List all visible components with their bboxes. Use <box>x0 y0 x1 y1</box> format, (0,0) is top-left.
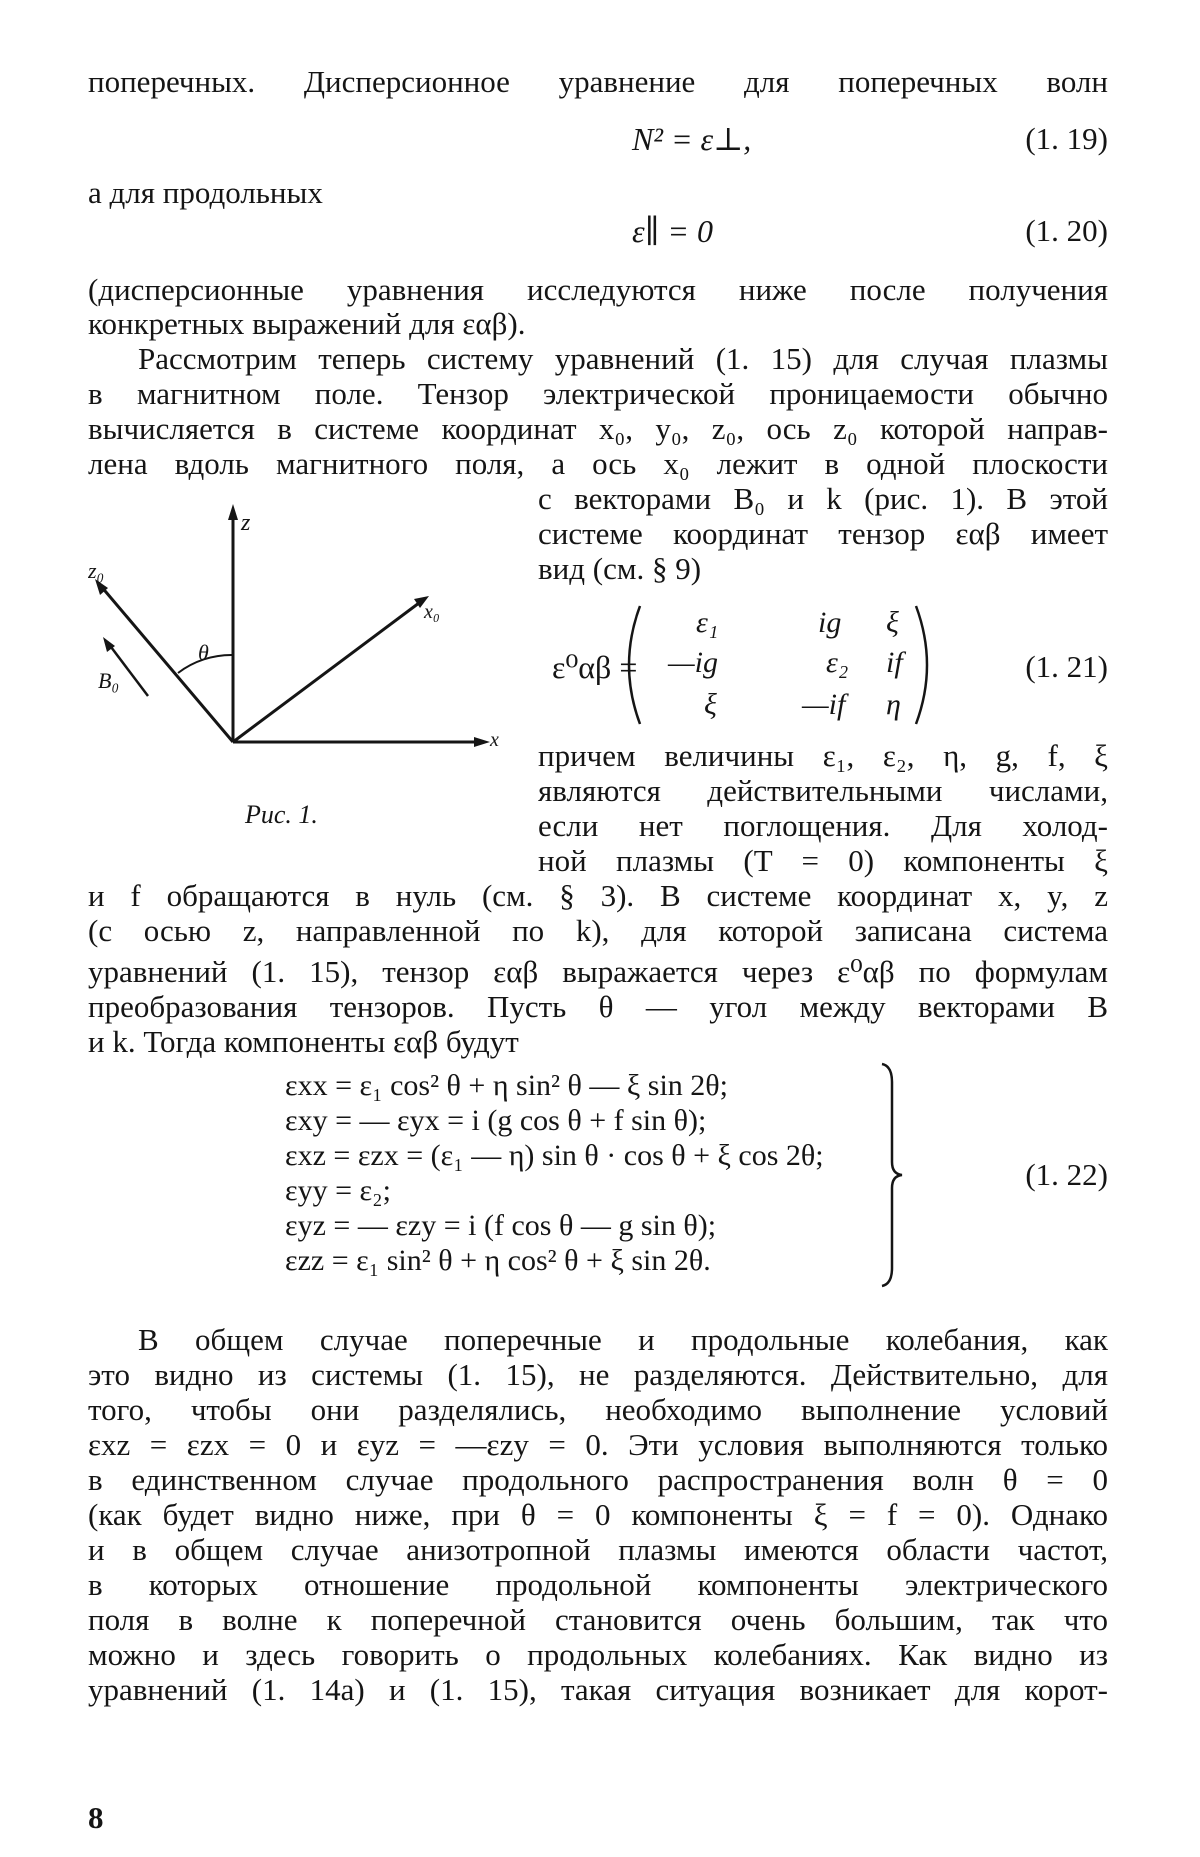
text-line: конкретных выражений для εαβ). <box>88 306 526 341</box>
page-number: 8 <box>88 1800 104 1835</box>
equation-1-19: N² = ε⊥, <box>632 121 752 157</box>
equation-number: (1. 22) <box>1025 1157 1108 1192</box>
equation-line: εxy = — εyx = i (g cos θ + f sin θ); <box>285 1104 707 1137</box>
text-line: лена вдоль магнитного поля, а ось x₀ лежит в одной плоскости <box>88 446 1108 481</box>
equation-line: εyz = — εzy = i (f cos θ — g sin θ); <box>285 1209 717 1242</box>
label-z: z <box>241 510 251 536</box>
text-line: можно и здесь говорить о продольных колебаниях. Как видно из <box>88 1637 1108 1672</box>
text-line: вычисляется в системе координат x₀, y₀, z₀, ось z₀ которой направ- <box>88 411 1108 446</box>
label-x: x <box>490 729 499 751</box>
text-line: поля в волне к поперечной становится очень большим, так что <box>88 1602 1108 1637</box>
text-line: (дисперсионные уравнения исследуются ниже после получения <box>88 272 1108 307</box>
label-b0: B₀ <box>98 668 120 693</box>
text-line: уравнений (1. 15), тензор εαβ выражается через ε⁰αβ по формулам <box>88 954 1108 989</box>
coordinate-diagram <box>88 500 528 840</box>
text-line: и k. Тогда компоненты εαβ будут <box>88 1024 519 1059</box>
x0-axis <box>233 600 423 742</box>
text-line: (как будет видно ниже, при θ = 0 компоненты ξ = f = 0). Однако <box>88 1497 1108 1532</box>
text-line: системе координат тензор εαβ имеет <box>538 516 1108 551</box>
text-line: и f обращаются в нуль (см. § 3). В системе координат x, y, z <box>88 878 1108 913</box>
text-line: В общем случае поперечные и продольные колебания, как <box>138 1322 1108 1357</box>
equation-line: εyy = ε₂; <box>285 1174 391 1207</box>
text-line: это видно из системы (1. 15), не разделяются. Действительно, для <box>88 1357 1108 1392</box>
equation-line: εxx = ε₁ cos² θ + η sin² θ — ξ sin 2θ; <box>285 1069 728 1102</box>
z-arrowhead <box>228 504 238 520</box>
equation-line: εxz = εzx = (ε₁ — η) sin θ · cos θ + ξ cos 2θ; <box>285 1139 824 1172</box>
matrix-cell: ig <box>818 606 842 639</box>
text-line: преобразования тензоров. Пусть θ — угол между векторами B <box>88 989 1108 1024</box>
label-x0: x₀ <box>424 601 440 623</box>
label-z0: z₀ <box>88 558 105 583</box>
equation-1-21-lhs: ε⁰αβ = <box>552 649 638 685</box>
label-theta: θ <box>198 640 209 665</box>
figure-1 <box>88 500 528 840</box>
text-line: и в общем случае анизотропной плазмы имеются области частот, <box>88 1532 1108 1567</box>
x-arrowhead <box>474 737 490 747</box>
equation-line: εzz = ε₁ sin² θ + η cos² θ + ξ sin 2θ. <box>285 1244 711 1277</box>
equation-number: (1. 21) <box>1025 649 1108 684</box>
z0-axis <box>100 585 233 742</box>
equation-1-20: ε∥ = 0 <box>632 213 713 249</box>
text-line: в магнитном поле. Тензор электрической проницаемости обычно <box>88 376 1108 411</box>
matrix-cell: ξ <box>704 688 717 721</box>
text-line: поперечных. Дисперсионное уравнение для поперечных волн <box>88 64 1108 99</box>
text-line: εxz = εzx = 0 и εyz = —εzy = 0. Эти условия выполняются только <box>88 1427 1108 1462</box>
equation-number: (1. 20) <box>1025 213 1108 248</box>
matrix-cell: ε₂ <box>826 646 849 679</box>
matrix-cell: ξ <box>886 606 899 639</box>
matrix-cell: if <box>886 646 903 679</box>
text-line: причем величины ε₁, ε₂, η, g, f, ξ <box>538 738 1108 773</box>
text-line: ной плазмы (T = 0) компоненты ξ <box>538 843 1108 878</box>
text-line: если нет поглощения. Для холод- <box>538 808 1108 843</box>
text-line: являются действительными числами, <box>538 773 1108 808</box>
text-line: (с осью z, направленной по k), для которой записана система <box>88 913 1108 948</box>
text-line: того, чтобы они разделялись, необходимо выполнение условий <box>88 1392 1108 1427</box>
system-brace <box>880 1062 904 1288</box>
text-line: в которых отношение продольной компоненты электрического <box>88 1567 1108 1602</box>
text-line: с векторами B₀ и k (рис. 1). В этой <box>538 481 1108 516</box>
text-line: а для продольных <box>88 175 323 210</box>
figure-caption: Рис. 1. <box>245 800 318 829</box>
text-line: в единственном случае продольного распространения волн θ = 0 <box>88 1462 1108 1497</box>
matrix-cell: η <box>886 688 901 721</box>
matrix-cell: —if <box>802 688 846 721</box>
matrix-cell: ε₁ <box>696 606 719 639</box>
equation-number: (1. 19) <box>1025 121 1108 156</box>
matrix-cell: —ig <box>668 646 719 679</box>
text-line: Рассмотрим теперь систему уравнений (1. 15) для случая плазмы <box>138 341 1108 376</box>
equation-1-22 <box>285 1068 925 1278</box>
text-line: вид (см. § 9) <box>538 551 702 586</box>
epsilon-matrix <box>556 600 976 730</box>
text-line: уравнений (1. 14а) и (1. 15), такая ситуация возникает для корот- <box>88 1672 1108 1707</box>
matrix-brackets <box>556 600 976 730</box>
